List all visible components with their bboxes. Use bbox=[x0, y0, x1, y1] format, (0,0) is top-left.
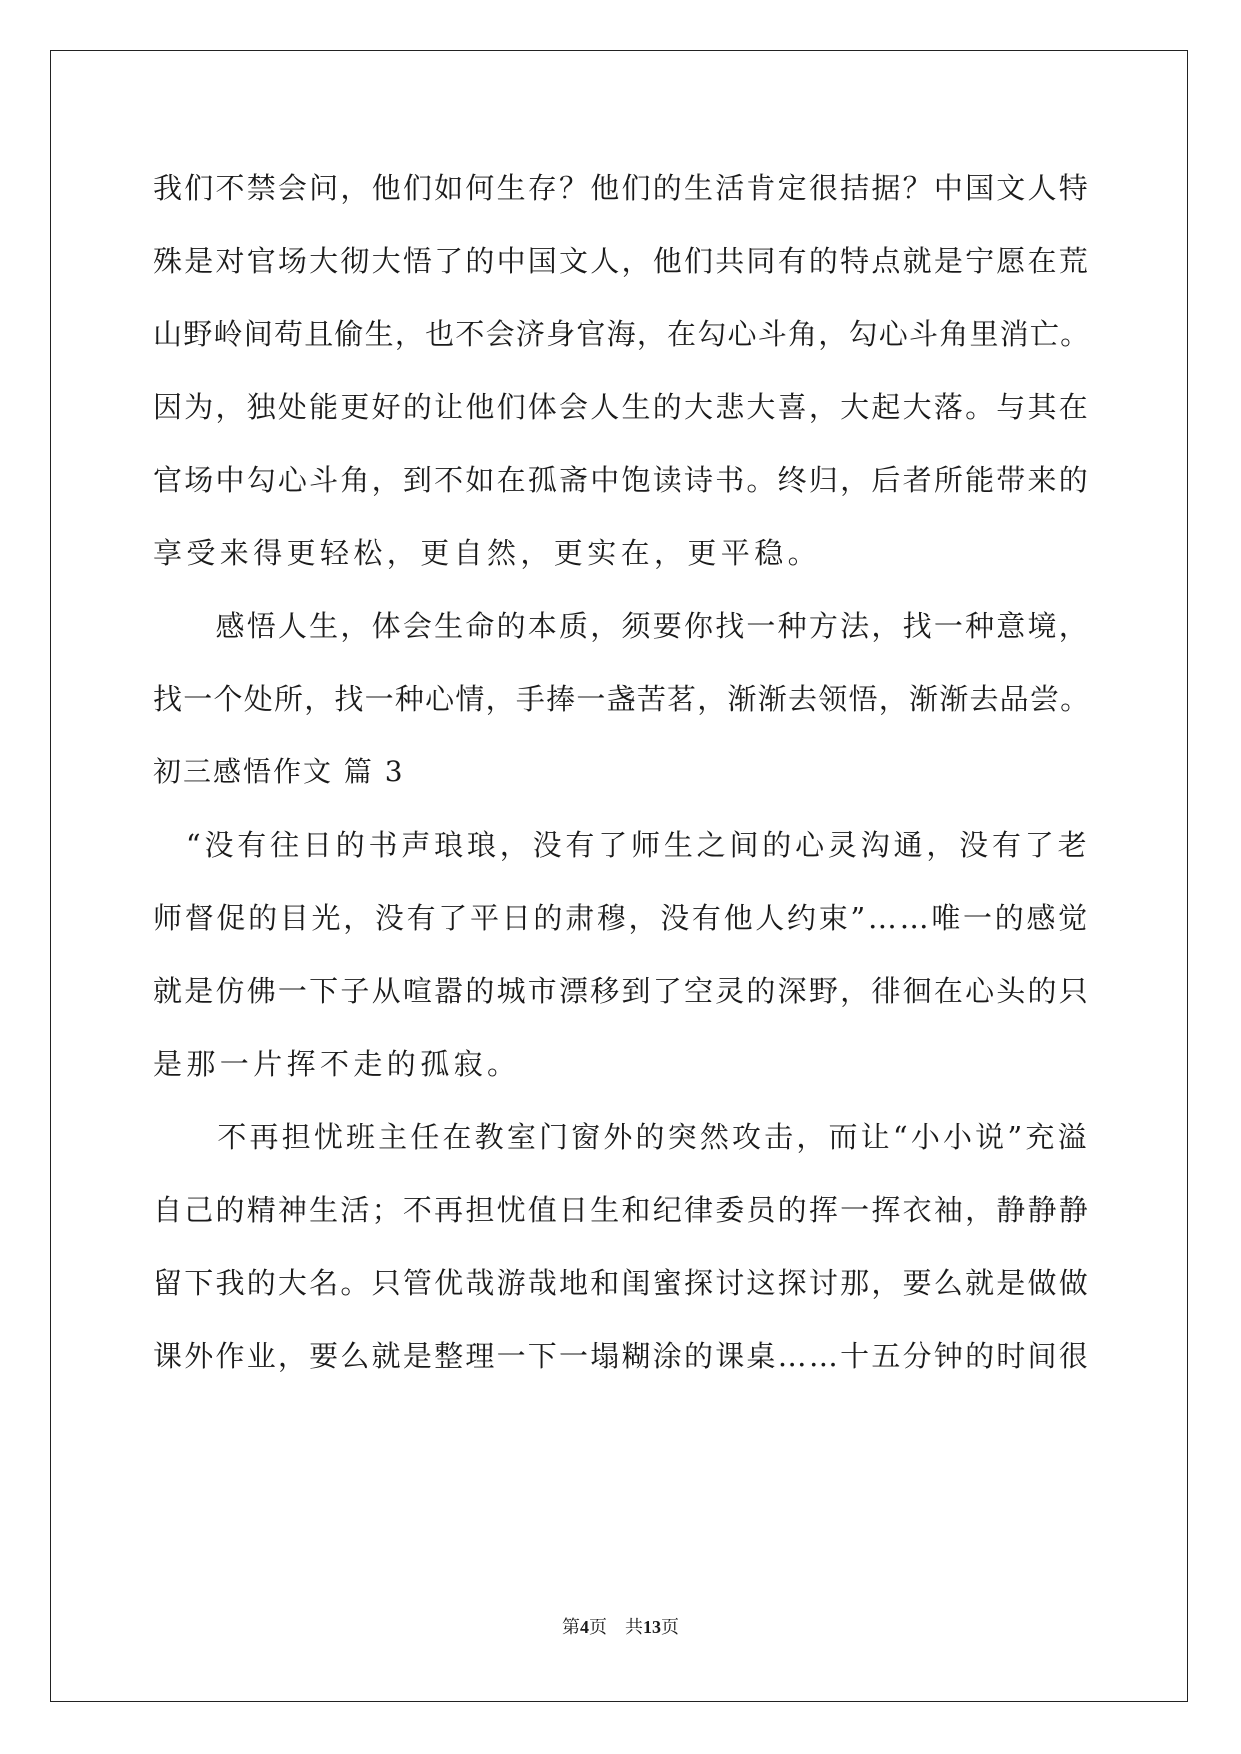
text-line: 就是仿佛一下子从喧嚣的城市漂移到了空灵的深野，徘徊在心头的只 bbox=[153, 974, 1091, 1008]
text-line: 因为，独处能更好的让他们体会人生的大悲大喜，大起大落。与其在 bbox=[153, 390, 1091, 424]
text-line: 殊是对官场大彻大悟了的中国文人，他们共同有的特点就是宁愿在荒 bbox=[153, 244, 1091, 278]
footer-mid: 页 共 bbox=[589, 1617, 643, 1637]
page-footer bbox=[0, 1613, 1241, 1639]
text-line: “没有往日的书声琅琅，没有了师生之间的心灵沟通，没有了老 bbox=[153, 828, 1091, 862]
total-page-count: 13 bbox=[643, 1617, 661, 1637]
text-line: 感悟人生，体会生命的本质，须要你找一种方法，找一种意境， bbox=[153, 609, 1091, 643]
text-line: 自己的精神生活；不再担忧值日生和纪律委员的挥一挥衣袖，静静静 bbox=[153, 1193, 1091, 1227]
text-line: 是那一片挥不走的孤寂。 bbox=[153, 1047, 521, 1081]
text-line: 找一个处所，找一种心情，手捧一盏苦茗，渐渐去领悟，渐渐去品尝。 bbox=[153, 682, 1091, 716]
page-frame bbox=[50, 50, 1188, 1702]
text-line: 我们不禁会问，他们如何生存？他们的生活肯定很拮据？中国文人特 bbox=[153, 171, 1091, 205]
text-line: 山野岭间苟且偷生，也不会济身官海，在勾心斗角，勾心斗角里消亡。 bbox=[153, 317, 1091, 351]
footer-prefix: 第 bbox=[562, 1617, 580, 1637]
text-line: 不再担忧班主任在教室门窗外的突然攻击，而让“小小说”充溢 bbox=[153, 1120, 1090, 1154]
footer-suffix: 页 bbox=[661, 1617, 679, 1637]
text-line: 享受来得更轻松，更自然，更实在，更平稳。 bbox=[153, 536, 822, 570]
text-line: 课外作业，要么就是整理一下一塌糊涂的课桌……十五分钟的时间很 bbox=[153, 1339, 1091, 1373]
section-title: 初三感悟作文 篇 3 bbox=[153, 755, 405, 788]
text-line: 留下我的大名。只管优哉游哉地和闺蜜探讨这探讨那，要么就是做做 bbox=[153, 1266, 1091, 1300]
current-page-number: 4 bbox=[580, 1617, 589, 1637]
text-line: 师督促的目光，没有了平日的肃穆，没有他人约束”……唯一的感觉 bbox=[153, 901, 1090, 935]
text-line: 官场中勾心斗角，到不如在孤斋中饱读诗书。终归，后者所能带来的 bbox=[153, 463, 1091, 497]
